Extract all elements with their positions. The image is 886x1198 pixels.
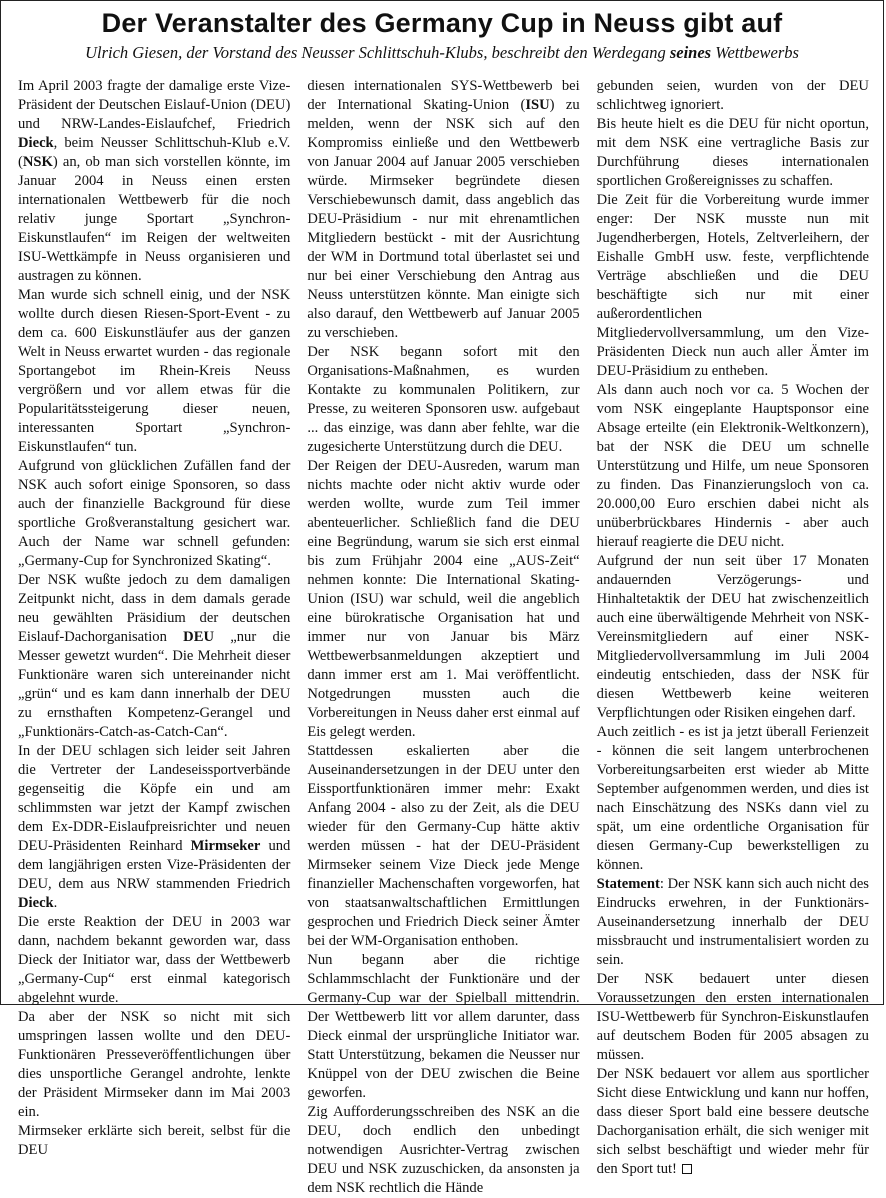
- text-run: Der NSK begann sofort mit den Organisations-Maßnahmen, es wurden Kontakte zu kommunalen Politikern, zur Presse, zu weiteren Sponsoren usw. aufgebaut ... das einzige, was dann aber fehlte, war die zugesicherte Unterstützung durch die DEU.: [307, 344, 580, 455]
- paragraph: [597, 115, 869, 191]
- article-column-3: [596, 77, 869, 1177]
- subtitle-text: Ulrich Giesen, der Vorstand des Neusser Schlittschuh-Klubs, beschreibt den Werdegang: [85, 43, 670, 62]
- paragraph: [18, 913, 290, 1008]
- paragraph: [597, 191, 869, 381]
- text-run: Da aber der NSK so nicht mit sich umspringen lassen wollte und den DEU-Funktionären Presseveröffentlichungen über dies unsportliche Gerangel androhte, lenkte der Präsident Mirmseker dann im Mai 2003 ein.: [18, 1009, 291, 1120]
- text-run: ) zu melden, wenn der NSK sich auf den Kompromiss einließe und den Wettbewerb von Januar 2004 auf Januar 2005 verschieben würde. Mirmseker begründete diesen Verschiebewunsch damit, dass angeblich das DEU-Präsidium - nur mit ehrenamtlichen Mitgliedern bestückt - mit der Ausrichtung der WM in Dortmund total überlastet sei und nur bei einer Verschiebung den Antrag aus Neuss unterstützen könnte. Man einigte sich also darauf, den Wettbewerb auf Januar 2005 zu verschieben.: [307, 97, 580, 341]
- text-run: gebunden seien, wurden von der DEU schlichtweg ignoriert.: [596, 78, 869, 113]
- subtitle-text-end: Wettbewerbs: [711, 43, 799, 62]
- article-column-1: [18, 77, 291, 1158]
- text-run: : Der NSK kann sich auch nicht des Eindrucks erwehren, in der Funktionärs-Auseinandersetzung innerhalb der DEU missbraucht und instrumentalisiert worden zu sein.: [596, 876, 869, 968]
- text-run: Nun begann aber die richtige Schlammschlacht der Funktionäre und der Germany-Cup war der Spielball mittendrin. Der Wettbewerb litt vor allem darunter, dass Dieck einmal der ursprüngliche Initiator war. Statt Unterstützung, bekamen die Neusser nur Knüppel von der DEU zwischen die Beine geworfen.: [307, 952, 580, 1101]
- paragraph: [18, 457, 290, 571]
- paragraph: [597, 723, 869, 875]
- subtitle-emphasis: seines: [669, 43, 712, 62]
- paragraph: [307, 742, 579, 951]
- text-run: Aufgrund der nun seit über 17 Monaten andauernden Verzögerungs- und Hinhaltetaktik der DEU hat zwischenzeitlich auch eine überwältigende Mehrheit von NSK-Vereinsmitgliedern auf einer NSK-Mitgliedervollversammlung im Juli 2004 eindeutig entschieden, dass der NSK für diesen Wettbewerb keine weiteren Verpflichtungen oder Risiken eingehen darf.: [596, 553, 869, 721]
- text-run: Zig Aufforderungsschreiben des NSK an die DEU, doch endlich den unbedingt notwendigen Ausrichter-Vertrag zwischen DEU und NSK zuzuschicken, da ansonsten ja dem NSK rechtlich die Hände: [307, 1104, 580, 1196]
- text-run: Stattdessen eskalierten aber die Auseinandersetzungen in der DEU unter den Eissportfunktionären immer mehr: Exakt Anfang 2004 - also zu der Zeit, als die DEU wieder für den Germany-Cup hätte aktiv werden müssen - hat der DEU-Präsident Mirmseker seinem Vize Dieck jede Menge finanzieller Machenschaften vorgeworfen, hat von staatsanwaltschaftlichen Ermittlungen gesprochen und Friedrich Dieck seiner Ämter bei der WM-Organisation enthoben.: [307, 743, 580, 949]
- paragraph: [18, 1122, 290, 1160]
- text-run: Der NSK bedauert unter diesen Voraussetzungen den ersten internationalen ISU-Wettbewerb für Synchron-Eiskunstlaufen auf deutschem Boden für 2005 absagen zu müssen.: [596, 971, 869, 1063]
- end-of-article-square-icon: [682, 1164, 692, 1174]
- paragraph: [307, 77, 579, 343]
- paragraph: [597, 970, 869, 1065]
- paragraph: [307, 1103, 579, 1198]
- text-run: Auch zeitlich - es ist ja jetzt überall Ferienzeit - können die seit langem unterbrochenen Vorbereitungsarbeiten erst wieder ab Mitte September aufgenommen werden, und dies ist nach Einschätzung des NSKs dann viel zu spät, um eine ordentliche Organisation für diesen Germany-Cup bewerkstelligen zu können.: [596, 724, 869, 873]
- paragraph: [18, 286, 290, 457]
- paragraph: [18, 571, 290, 742]
- paragraph: [307, 457, 579, 742]
- bold-text: NSK: [22, 154, 53, 170]
- text-run: In der DEU schlagen sich leider seit Jahren die Vertreter der Landeseissportverbände gegenseitig die Köpfe ein und am schlimmsten war jetzt der Kampf zwischen dem Ex-DDR-Eislaufpreisrichter und neuen DEU-Präsidenten Reinhard: [18, 743, 291, 854]
- article-title: Der Veranstalter des Germany Cup in Neuss gibt auf: [101, 8, 783, 38]
- bold-text: Mirmseker: [190, 838, 261, 854]
- text-run: diesen internationalen SYS-Wettbewerb bei der International Skating-Union (: [307, 78, 580, 113]
- bold-text: ISU: [525, 97, 550, 113]
- paragraph: [597, 1065, 869, 1179]
- paragraph: [597, 875, 869, 970]
- text-run: Der Reigen der DEU-Ausreden, warum man nichts machte oder nicht aktiv wurde oder werden wollte, wurde zum Teil immer abenteuerlicher. Schließlich fand die DEU eine Begründung, warum sie sich erst einmal bis zum Frühjahr 2004 eine „AUS-Zeit“ nehmen konnte: Die International Skating-Union (ISU) war schuld, weil die angeblich eine bürokratische Organisation hat und immer nur von Januar bis März Wettbewerbsanmeldungen akzeptiert und dann immer erst am 1. Mai veröffentlicht. Notgedrungen mussten auch die Vorbereitungen in Neuss daher erst einmal auf Eis gelegt werden.: [307, 458, 580, 740]
- text-run: Der NSK wußte jedoch zu dem damaligen Zeitpunkt nicht, dass in dem damals gerade neu gewählten Präsidium der deutschen Eislauf-Dachorganisation: [18, 572, 291, 645]
- article-column-2: [307, 77, 580, 1196]
- text-run: Die Zeit für die Vorbereitung wurde immer enger: Der NSK musste nun mit Jugendherbergen, Hotels, Zeltverleihern, der Eishalle GmbH usw. feste, verpflichtende Verträge abschließen und die DEU beschäftigte sich nur mit einer außerordentlichen Mitgliedervollversammlung, um den Vize-Präsidenten Dieck nun auch aller Ämter im DEU-Präsidium zu entheben.: [596, 192, 869, 379]
- article-subtitle: [1, 43, 883, 63]
- paragraph: [597, 381, 869, 552]
- paragraph: [18, 1008, 290, 1122]
- paragraph: [18, 742, 290, 913]
- article-body: [18, 77, 869, 1196]
- paragraph: [597, 552, 869, 723]
- bold-text: Dieck: [18, 135, 54, 151]
- paragraph: [307, 951, 579, 1103]
- text-run: .: [53, 895, 58, 911]
- text-run: Mirmseker erklärte sich bereit, selbst für die DEU: [18, 1123, 291, 1158]
- text-run: ) an, ob man sich vorstellen könnte, im Januar 2004 in Neuss einen ersten internationalen Wettbewerb für die noch relativ junge Sportart „Synchron-Eiskunstlaufen“ im Reigen der weltweiten ISU-Wettkämpfe in Neuss organisieren und austragen zu können.: [18, 154, 291, 284]
- paragraph: [18, 77, 290, 286]
- text-run: Aufgrund von glücklichen Zufällen fand der NSK auch sofort einige Sponsoren, so dass auch der finanzielle Background für diese sportliche Großveranstaltung gesichert war. Auch der Name war schnell gefunden: „Germany-Cup for Synchronized Skating“.: [18, 458, 291, 569]
- bold-text: Statement: [596, 876, 660, 892]
- text-run: „nur die Messer gewetzt wurden“. Die Mehrheit dieser Funktionäre waren sich untereinander nicht „grün“ und es kam dann innerhalb der DEU zu ernsthaften Kompetenz-Gerangel und „Funktionärs-Catch-as-Catch-Can“.: [18, 629, 291, 740]
- text-run: Bis heute hielt es die DEU für nicht oportun, mit dem NSK eine vertragliche Basis zur Durchführung dieses internationalen sportlichen Großereignisses zu schaffen.: [596, 116, 869, 189]
- text-run: Man wurde sich schnell einig, und der NSK wollte durch diesen Riesen-Sport-Event - zu dem ca. 600 Eiskunstläufer aus der ganzen Welt in Neuss erwartet wurden - das regionale Sportangebot im Rhein-Kreis Neuss vergrößern und vor allem etwas für die Popularitätssteigerung dieser neuen, interessanten Sportart „Synchron-Eiskunstlaufen“ tun.: [18, 287, 291, 455]
- text-run: Der NSK bedauert vor allem aus sportlicher Sicht diese Entwicklung und kann nur hoffen, dass dieser Sport bald eine bessere deutsche Dachorganisation erhält, die sich weniger mit sich selbst beschäftigt und wieder mehr für den Sport tut!: [596, 1066, 869, 1177]
- text-run: , beim Neusser Schlittschuh-Klub e.V. (: [18, 135, 291, 170]
- paragraph: [597, 77, 869, 115]
- text-run: Im April 2003 fragte der damalige erste Vize-Präsident der Deutschen Eislauf-Union (DEU) und NRW-Landes-Eislaufchef, Friedrich: [18, 78, 291, 132]
- paragraph: [307, 343, 579, 457]
- text-run: Die erste Reaktion der DEU in 2003 war dann, nachdem bekannt geworden war, dass Dieck der Initiator war, dass der Wettbewerb „Germany-Cup“ erst einmal kategorisch abgelehnt wurde.: [18, 914, 291, 1006]
- bold-text: Dieck: [18, 895, 54, 911]
- bold-text: DEU: [183, 629, 214, 645]
- text-run: und dem langjährigen ersten Vize-Präsidenten der DEU, dem aus NRW stammenden Friedrich: [18, 838, 291, 892]
- text-run: Als dann auch noch vor ca. 5 Wochen der vom NSK eingeplante Hauptsponsor eine Absage erteilte (ein Elektronik-Weltkonzern), bat der NSK die DEU um schnelle Unterstützung und Hilfe, um neue Sponsoren zu finden. Das Finanzierungsloch von ca. 20.000,00 Euro erschien dabei nicht als unüberbrückbares Hindernis - aber auch hierauf reagierte die DEU nicht.: [596, 382, 869, 550]
